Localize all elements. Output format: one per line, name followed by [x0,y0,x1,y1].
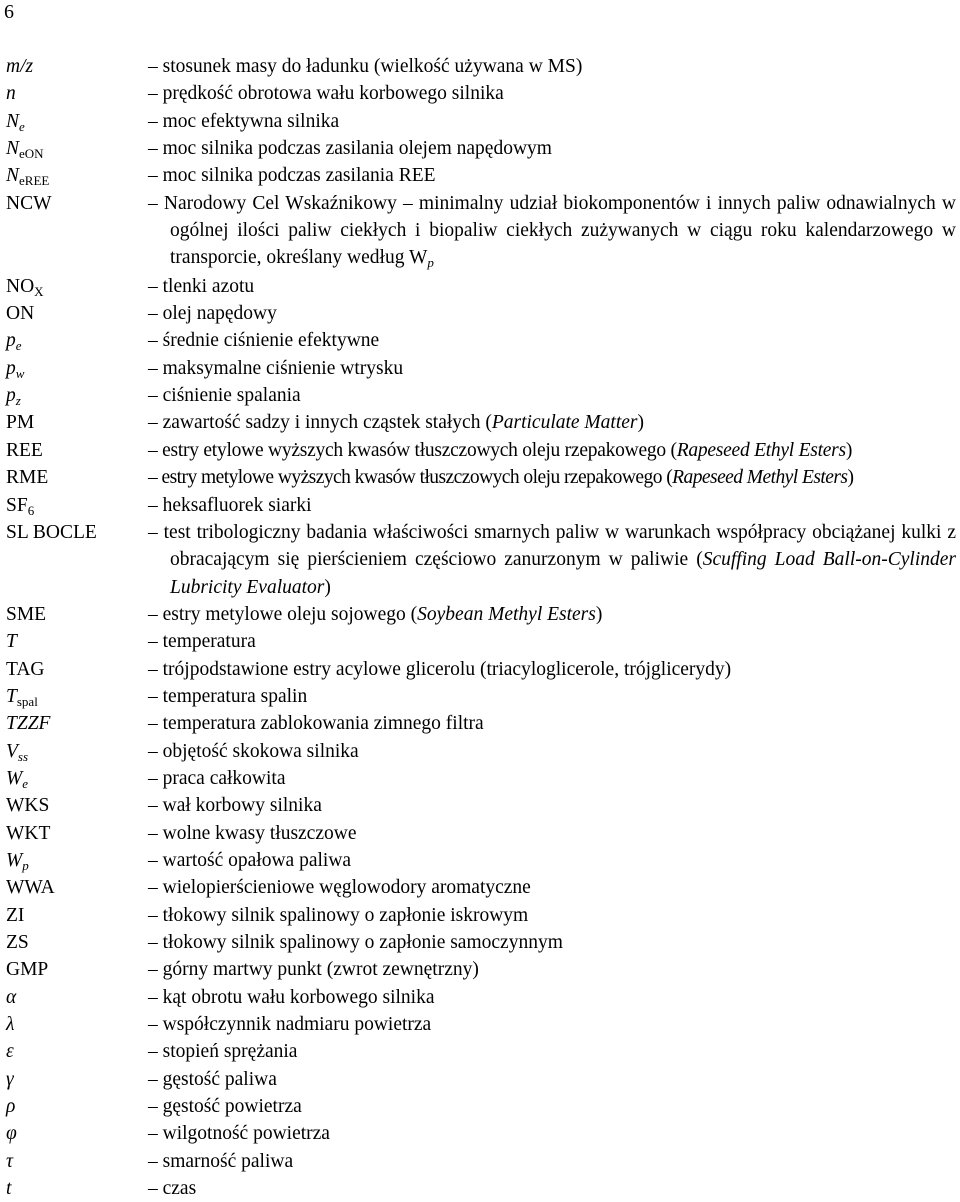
definition-dash: – [148,1068,158,1090]
glossary-definition [148,382,956,409]
glossary-term [6,1093,15,1120]
definition-dash: – [148,83,158,105]
definition-text: czas [162,1178,197,1200]
definition-dash: – [148,849,158,871]
glossary-term [6,1148,13,1175]
term-symbol: γ [6,1068,14,1090]
glossary-definition [148,519,956,601]
page-number: 6 [4,1,14,23]
glossary-definition [148,1148,956,1175]
definition-dash: – [148,1150,158,1172]
definition-text: smarność paliwa [162,1150,294,1172]
definition-dash: – [148,521,158,543]
glossary-entry [0,327,960,354]
glossary-term [6,1120,17,1147]
glossary-term [6,792,49,819]
glossary-definition [148,710,956,737]
definition-dash: – [148,795,158,817]
term-symbol: λ [6,1014,15,1036]
definition-text: górny martwy punkt (zwrot zewnętrzny) [162,959,479,981]
definition-dash: – [148,877,158,899]
definition-text: moc silnika podczas zasilania REE [162,165,436,187]
glossary-term [6,135,44,163]
definition-text: prędkość obrotowa wału korbowego silnika [162,83,504,105]
glossary-entry [0,300,960,327]
glossary-term [6,437,43,464]
definition-text: wolne kwasy tłuszczowe [162,822,357,844]
glossary-definition [148,1120,956,1147]
definition-dash: – [148,713,158,735]
definition-text: maksymalne ciśnienie wtrysku [162,357,404,379]
glossary-entry [0,683,960,710]
definition-closing: ) [637,412,645,434]
term-symbol: ON [6,303,35,325]
term-symbol: WWA [6,877,55,899]
glossary-term [6,300,34,327]
glossary-term [6,710,50,737]
definition-dash: – [148,165,158,187]
term-symbol: N [6,138,20,160]
glossary-definition [148,683,956,710]
definition-dash: – [148,56,158,77]
definition-dash: – [148,275,158,297]
glossary-entry [0,1011,960,1038]
term-subscript: eON [19,146,44,162]
term-symbol: NCW [6,192,52,214]
definition-closing: ) [595,603,603,625]
term-symbol: N [6,165,20,187]
glossary-term [6,683,38,711]
term-symbol: T [6,631,17,653]
definition-english-term: Rapeseed Ethyl Esters [676,439,846,461]
definition-dash: – [148,303,158,325]
glossary-definition [148,273,956,300]
definition-text: temperatura spalin [162,685,308,707]
term-symbol: n [6,83,16,105]
definition-dash: – [148,822,158,844]
glossary-definition [148,135,956,162]
term-symbol: τ [6,1150,13,1172]
definition-english-term: Scuffing Load Ball-on-Cylinder Lubricity Evaluator [170,549,957,598]
definition-english-term: Rapeseed Methyl Esters [672,467,848,489]
term-symbol: V [6,740,18,762]
definition-closing: ) [845,439,853,461]
definition-english-term: Particulate Matter [491,412,638,434]
definition-text: zawartość sadzy i innych cząstek stałych ( [162,412,492,434]
definition-dash: – [148,959,158,981]
glossary-entry [0,765,960,792]
term-symbol: GMP [6,959,49,981]
glossary-definition [148,628,956,655]
glossary-entry [0,738,960,765]
term-symbol: WKT [6,822,51,844]
definition-text: moc silnika podczas zasilania olejem napędowym [162,138,552,160]
glossary-entry [0,1038,960,1065]
glossary-term [6,765,28,793]
definition-dash: – [148,685,158,707]
glossary-term [6,327,22,355]
glossary-entry [0,1093,960,1120]
definition-dash: – [148,904,158,926]
term-symbol: p [6,357,16,379]
definition-text: współczynnik nadmiaru powietrza [162,1014,432,1036]
definition-text: tłokowy silnik spalinowy o zapłonie samoczynnym [162,932,563,953]
glossary-definition [148,492,956,519]
glossary-definition [148,464,956,491]
definition-text: praca całkowita [162,767,286,789]
glossary-definition [148,1038,956,1065]
term-symbol: TAG [6,658,45,680]
glossary-definition [148,792,956,819]
term-symbol: SF [6,494,28,516]
glossary-term [6,601,46,628]
glossary-term [6,1066,14,1093]
glossary-term [6,820,50,847]
glossary-entry [0,162,960,189]
term-symbol: W [6,767,23,789]
term-symbol: φ [6,1123,17,1145]
glossary-entry [0,1120,960,1147]
term-symbol: T [6,685,17,707]
definition-dash: – [148,1178,158,1200]
definition-dash: – [148,740,158,762]
glossary-entry [0,656,960,683]
glossary-term [6,190,52,217]
glossary-entry [0,492,960,519]
glossary-definition [148,80,956,107]
glossary-definition [148,738,956,765]
definition-text: kąt obrotu wału korbowego silnika [162,986,435,1008]
glossary-term [6,519,97,546]
glossary-term [6,656,45,683]
term-symbol: ZI [6,904,25,926]
term-subscript: eREE [19,173,50,189]
term-symbol: SME [6,603,47,625]
term-symbol: TZZF [6,713,51,735]
term-subscript: p [22,857,29,873]
definition-dash: – [148,631,158,653]
glossary-definition [148,656,956,683]
definition-dash: – [148,603,158,625]
definition-dash: – [148,1041,158,1063]
definition-text: wartość opałowa paliwa [162,849,352,871]
definition-dash: – [148,138,158,160]
definition-dash: – [148,439,158,461]
term-subscript: z [15,393,21,409]
definition-text: wał korbowy silnika [162,795,322,817]
glossary-entry [0,53,960,80]
definition-dash: – [148,467,158,489]
definition-text: tłokowy silnik spalinowy o zapłonie iskrowym [162,904,529,926]
term-symbol: p [6,330,16,352]
definition-text: estry metylowe oleju sojowego ( [162,603,418,625]
definition-text: estry etylowe wyższych kwasów tłuszczowych oleju rzepakowego ( [162,439,677,461]
term-symbol: ε [6,1041,14,1063]
glossary-entry [0,108,960,135]
definition-dash: – [148,192,158,214]
glossary-list [0,53,960,1202]
definition-text: estry metylowe wyższych kwasów tłuszczowych oleju rzepakowego ( [161,467,673,489]
glossary-term [6,108,25,136]
glossary-term [6,874,55,901]
glossary-entry [0,956,960,983]
glossary-entry [0,601,960,628]
definition-dash: – [148,1123,158,1145]
glossary-definition [148,53,956,80]
glossary-entry [0,792,960,819]
glossary-entry [0,190,960,273]
definition-text: gęstość powietrza [162,1096,302,1118]
term-symbol: RME [6,467,49,489]
definition-text: średnie ciśnienie efektywne [162,330,380,352]
definition-closing: ) [324,576,331,598]
definition-dash: – [148,330,158,352]
definition-text: wilgotność powietrza [162,1123,330,1145]
glossary-definition [148,847,956,874]
glossary-term [6,929,29,956]
glossary-term [6,464,48,491]
definition-dash: – [148,1096,158,1118]
definition-english-term: Soybean Methyl Esters [417,603,596,625]
definition-text: wielopierścieniowe węglowodory aromatyczne [162,877,531,899]
definition-dash: – [148,932,158,953]
term-subscript: e [15,338,22,354]
definition-dash: – [148,110,158,132]
glossary-entry [0,820,960,847]
glossary-definition [148,437,956,464]
glossary-entry [0,984,960,1011]
glossary-definition [148,162,956,189]
term-symbol: N [6,110,20,132]
definition-dash: – [148,658,158,680]
glossary-definition [148,874,956,901]
term-subscript: spal [16,693,38,709]
glossary-definition [148,956,956,983]
term-subscript: ss [17,748,29,764]
definition-closing: ) [847,467,854,489]
glossary-entry [0,902,960,929]
glossary-term [6,492,34,520]
definition-subscript: p [427,255,434,271]
term-symbol: REE [6,439,43,461]
glossary-definition [148,190,956,273]
definition-text: ciśnienie spalania [162,385,301,407]
definition-text: heksafluorek siarki [162,494,312,516]
glossary-term [6,628,17,655]
glossary-term [6,409,34,436]
glossary-entry [0,874,960,901]
glossary-definition [148,984,956,1011]
glossary-definition [148,765,956,792]
glossary-definition [148,929,956,956]
glossary-definition [148,1175,956,1202]
definition-dash: – [148,357,158,379]
glossary-term [6,53,33,80]
glossary-definition [148,327,956,354]
term-symbol: t [6,1178,12,1200]
glossary-term [6,382,21,410]
glossary-entry [0,382,960,409]
glossary-definition [148,820,956,847]
glossary-term [6,162,49,190]
definition-text: trójpodstawione estry acylowe glicerolu (triacyloglicerole, trójglicerydy) [162,658,732,680]
glossary-term [6,902,24,929]
glossary-term [6,273,44,301]
term-symbol: SL BOCLE [6,521,97,543]
glossary-entry [0,1066,960,1093]
term-subscript: X [34,283,44,299]
glossary-term [6,738,28,766]
term-symbol: WKS [6,795,50,817]
term-symbol: ZS [6,932,29,953]
term-subscript: w [15,365,25,381]
term-symbol: W [6,849,23,871]
definition-dash: – [148,767,158,789]
glossary-entry [0,80,960,107]
glossary-term [6,847,29,875]
term-subscript: e [19,118,25,134]
glossary-definition [148,300,956,327]
glossary-term [6,1175,11,1202]
term-symbol: NO [6,275,35,297]
glossary-entry [0,1148,960,1175]
definition-text: temperatura [162,631,256,653]
term-symbol: PM [6,412,35,434]
glossary-entry [0,135,960,162]
glossary-definition [148,902,956,929]
definition-dash: – [148,1014,158,1036]
definition-text: moc efektywna silnika [162,110,340,132]
glossary-entry [0,437,960,464]
term-symbol: α [6,986,17,1008]
definition-dash: – [148,986,158,1008]
glossary-term [6,355,24,383]
term-symbol: ρ [6,1096,16,1118]
glossary-entry [0,628,960,655]
glossary-term [6,80,16,107]
definition-text: stopień sprężania [162,1041,298,1063]
term-subscript: 6 [27,502,35,518]
term-symbol: p [6,385,16,407]
definition-dash: – [148,494,158,516]
glossary-definition [148,409,956,436]
glossary-definition [148,108,956,135]
glossary-definition [148,601,956,628]
definition-text: Narodowy Cel Wskaźnikowy – minimalny udział biokomponentów i innych paliw odnawialnych w ogólnej ilości paliw ciekłych i biopaliw ciekłych zużywanych w ciągu roku kalendarzowego w transporcie, określany według W [163,192,956,269]
glossary-entry [0,355,960,382]
definition-text: objętość skokowa silnika [162,740,359,762]
term-symbol: m/z [6,56,34,77]
glossary-entry [0,464,960,491]
glossary-entry [0,1175,960,1202]
definition-dash: – [148,385,158,407]
definition-dash: – [148,412,158,434]
definition-text: gęstość paliwa [162,1068,277,1090]
glossary-entry [0,519,960,601]
glossary-term [6,1038,14,1065]
glossary-entry [0,929,960,956]
glossary-definition [148,1066,956,1093]
term-subscript: e [22,775,29,791]
glossary-entry [0,409,960,436]
glossary-entry [0,273,960,300]
glossary-term [6,956,48,983]
definition-text: tlenki azotu [162,275,255,297]
definition-text: test tribologiczny badania właściwości smarnych paliw w warunkach współpracy obciążanej kulki z obracającym się pierścieniem częściowo zanurzonym w paliwie ( [163,521,956,571]
glossary-definition [148,355,956,382]
glossary-definition [148,1011,956,1038]
definition-text: stosunek masy do ładunku (wielkość używana w MS) [162,56,583,77]
glossary-term [6,1011,14,1038]
glossary-term [6,984,16,1011]
definition-text: olej napędowy [162,303,277,325]
glossary-definition [148,1093,956,1120]
glossary-entry [0,710,960,737]
glossary-entry [0,847,960,874]
definition-text: temperatura zablokowania zimnego filtra [162,713,484,735]
